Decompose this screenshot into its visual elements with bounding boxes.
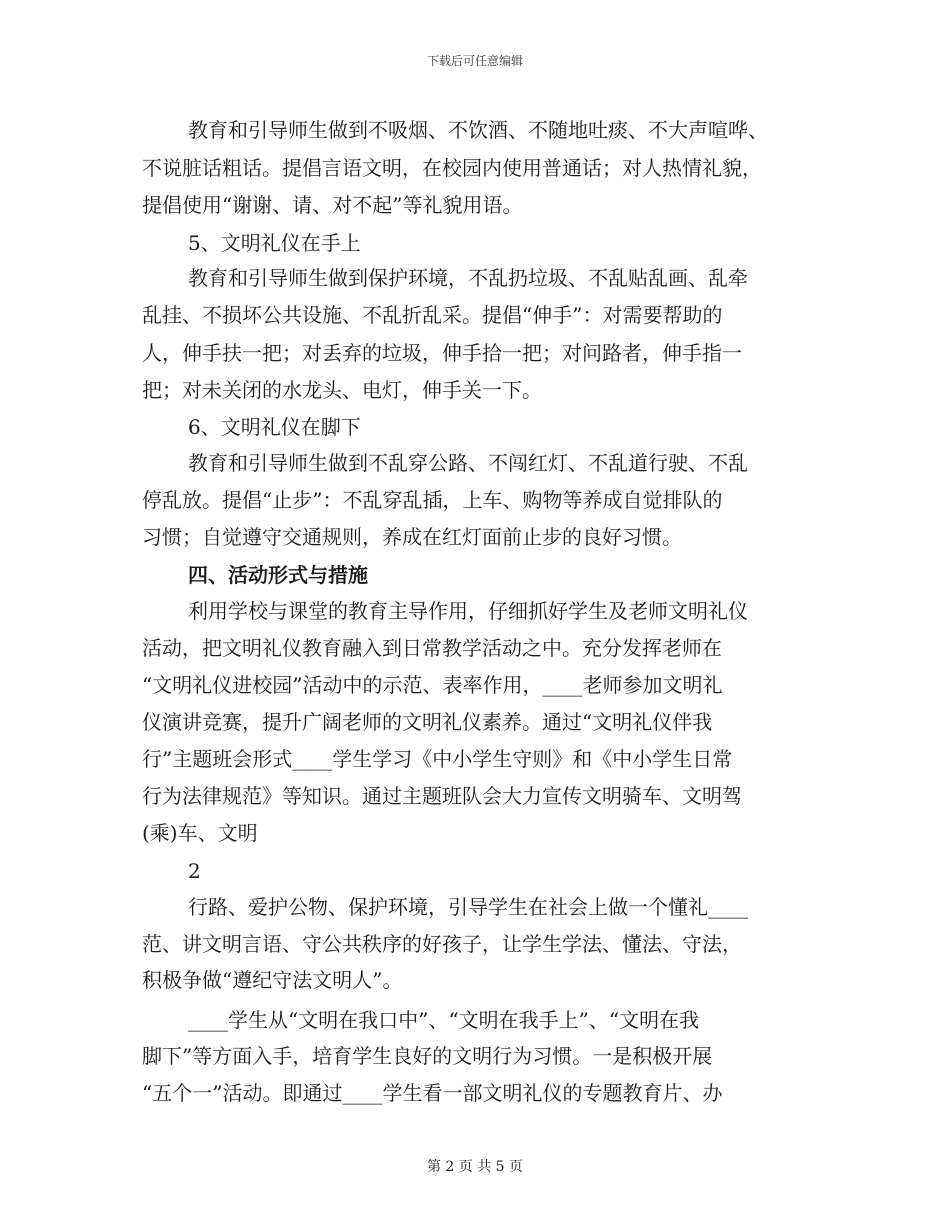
paragraph-line: 把；对未关闭的水龙头、电灯，伸手关一下。 [142,378,542,402]
paragraph-line: 脚下”等方面入手，培育学生良好的文明行为习惯。一是积极开展 [142,1044,713,1068]
paragraph-line: 范、讲文明言语、守公共秩序的好孩子，让学生学法、懂法、守法， [142,932,742,956]
section-heading-5: 5、文明礼仪在手上 [188,231,361,255]
section-heading-4: 四、活动形式与措施 [188,563,368,587]
page-header: 下载后可任意编辑 [426,54,523,68]
paragraph-line: ____学生从“文明在我口中”、“文明在我手上”、“文明在我 [188,1008,700,1032]
paragraph-line: (乘)车、文明 [142,821,258,845]
paragraph-line: 仪演讲竞赛，提升广阔老师的文明礼仪素养。通过“文明礼仪伴我 [142,710,713,734]
paragraph-line: 行路、爱护公物、保护环境，引导学生在社会上做一个懂礼____ [188,895,748,919]
section-heading-6: 6、文明礼仪在脚下 [188,415,361,439]
paragraph-line: “五个一”活动。即通过____学生看一部文明礼仪的专题教育片、办 [142,1081,723,1105]
paragraph-line: 不说脏话粗话。提倡言语文明，在校园内使用普通话；对人热情礼貌， [142,156,762,180]
page-number-inline: 2 [188,859,201,883]
paragraph-line: 教育和引导师生做到不吸烟、不饮酒、不随地吐痰、不大声喧哗、 [188,118,768,142]
paragraph-line: 行”主题班会形式____学生学习《中小学生守则》和《中小学生日常 [142,747,733,771]
paragraph-line: 习惯；自觉遵守交通规则，养成在红灯面前止步的良好习惯。 [142,525,682,549]
paragraph-line: 利用学校与课堂的教育主导作用，仔细抓好学生及老师文明礼仪 [188,599,748,623]
paragraph-line: 积极争做“遵纪守法文明人”。 [142,968,403,992]
paragraph-line: “文明礼仪进校园”活动中的示范、表率作用，____老师参加文明礼 [142,673,723,697]
paragraph-line: 活动，把文明礼仪教育融入到日常教学活动之中。充分发挥老师在 [142,636,722,660]
paragraph-line: 教育和引导师生做到保护环境，不乱扔垃圾、不乱贴乱画、乱牵 [188,266,748,290]
paragraph-line: 停乱放。提倡“止步”：不乱穿乱插，上车、购物等养成自觉排队的 [142,488,723,512]
paragraph-line: 行为法律规范》等知识。通过主题班队会大力宣传文明骑车、文明驾 [142,784,742,808]
paragraph-line: 教育和引导师生做到不乱穿公路、不闯红灯、不乱道行驶、不乱 [188,451,748,475]
paragraph-line: 人，伸手扶一把；对丢弃的垃圾，伸手拾一把；对问路者，伸手指一 [142,341,742,365]
page-footer: 第 2 页 共 5 页 [426,1159,524,1175]
paragraph-line: 提倡使用“谢谢、请、对不起”等礼貌用语。 [142,193,523,217]
paragraph-line: 乱挂、不损坏公共设施、不乱折乱采。提倡“伸手”：对需要帮助的 [142,303,723,327]
